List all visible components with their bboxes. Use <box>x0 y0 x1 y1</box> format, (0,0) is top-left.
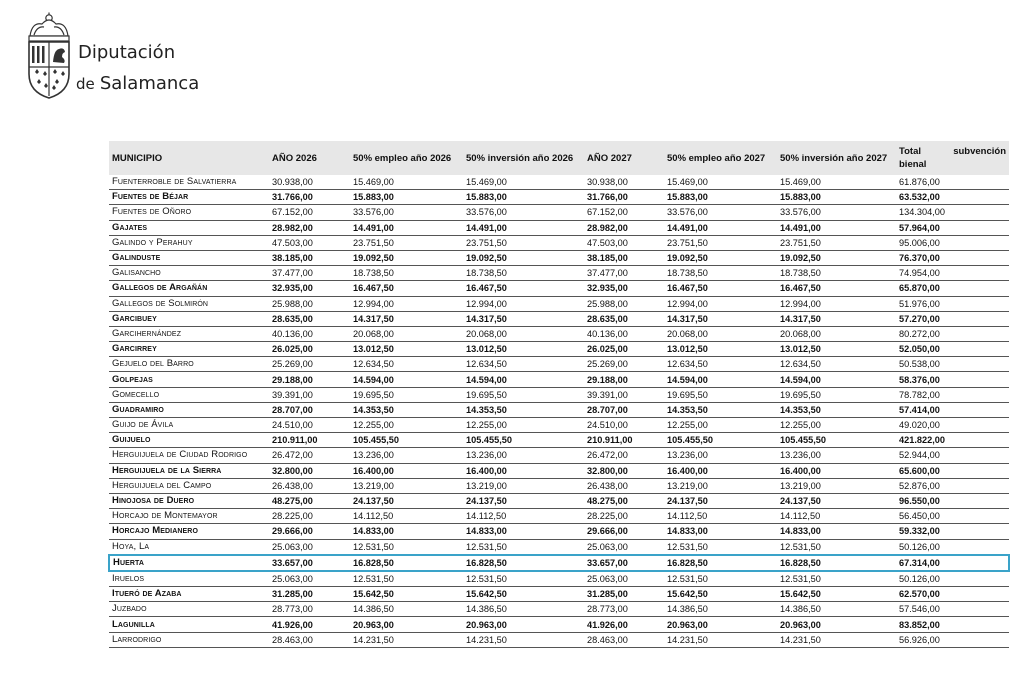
cell-ano-2027: 32.800,00 <box>584 463 664 478</box>
cell-ano-2027: 28.982,00 <box>584 220 664 235</box>
cell-empleo-2026: 19.695,50 <box>350 387 463 402</box>
cell-inversion-2027: 16.467,50 <box>777 281 896 296</box>
cell-ano-2026: 28.463,00 <box>269 632 350 647</box>
cell-inversion-2027: 16.828,50 <box>777 555 896 571</box>
cell-inversion-2027: 13.236,00 <box>777 448 896 463</box>
table-row[interactable] <box>109 571 1009 587</box>
cell-total: 57.964,00 <box>896 220 1009 235</box>
cell-ano-2027: 28.707,00 <box>584 402 664 417</box>
cell-total: 50.538,00 <box>896 357 1009 372</box>
cell-ano-2026: 210.911,00 <box>269 433 350 448</box>
cell-empleo-2027: 14.353,50 <box>664 402 777 417</box>
cell-empleo-2026: 16.400,00 <box>350 463 463 478</box>
cell-inversion-2026: 14.353,50 <box>463 402 584 417</box>
cell-inversion-2027: 23.751,50 <box>777 235 896 250</box>
cell-total: 52.050,00 <box>896 342 1009 357</box>
cell-ano-2026: 32.800,00 <box>269 463 350 478</box>
cell-empleo-2026: 24.137,50 <box>350 493 463 508</box>
cell-total: 67.314,00 <box>896 555 1009 571</box>
cell-empleo-2026: 20.963,00 <box>350 617 463 632</box>
cell-empleo-2027: 23.751,50 <box>664 235 777 250</box>
cell-empleo-2026: 16.467,50 <box>350 281 463 296</box>
table-row[interactable] <box>109 463 1009 478</box>
column-header-total: Total subvención bienal <box>896 141 1009 175</box>
table-row[interactable] <box>109 602 1009 617</box>
cell-municipio: Horcajo de Montemayor <box>109 509 269 524</box>
table-row[interactable] <box>109 296 1009 311</box>
cell-inversion-2027: 24.137,50 <box>777 493 896 508</box>
cell-municipio: Juzbado <box>109 602 269 617</box>
cell-empleo-2026: 12.531,50 <box>350 571 463 587</box>
cell-ano-2026: 24.510,00 <box>269 418 350 433</box>
cell-empleo-2026: 12.994,00 <box>350 296 463 311</box>
cell-inversion-2026: 13.012,50 <box>463 342 584 357</box>
cell-ano-2026: 25.269,00 <box>269 357 350 372</box>
cell-inversion-2026: 14.594,00 <box>463 372 584 387</box>
cell-inversion-2027: 33.576,00 <box>777 205 896 220</box>
cell-inversion-2026: 24.137,50 <box>463 493 584 508</box>
cell-total: 59.332,00 <box>896 524 1009 539</box>
cell-total: 61.876,00 <box>896 175 1009 190</box>
cell-municipio: Guijuelo <box>109 433 269 448</box>
cell-inversion-2027: 19.092,50 <box>777 250 896 265</box>
cell-ano-2027: 29.188,00 <box>584 372 664 387</box>
cell-empleo-2027: 12.531,50 <box>664 571 777 587</box>
cell-empleo-2027: 15.642,50 <box>664 587 777 602</box>
cell-ano-2026: 28.635,00 <box>269 311 350 326</box>
cell-empleo-2026: 23.751,50 <box>350 235 463 250</box>
cell-ano-2027: 41.926,00 <box>584 617 664 632</box>
cell-inversion-2027: 14.112,50 <box>777 509 896 524</box>
cell-inversion-2026: 15.469,00 <box>463 175 584 190</box>
cell-municipio: Larrodrigo <box>109 632 269 647</box>
cell-ano-2026: 33.657,00 <box>269 555 350 571</box>
cell-total: 58.376,00 <box>896 372 1009 387</box>
cell-empleo-2027: 24.137,50 <box>664 493 777 508</box>
cell-empleo-2026: 19.092,50 <box>350 250 463 265</box>
cell-empleo-2027: 15.883,00 <box>664 190 777 205</box>
cell-empleo-2026: 13.012,50 <box>350 342 463 357</box>
cell-ano-2026: 26.025,00 <box>269 342 350 357</box>
cell-empleo-2027: 16.467,50 <box>664 281 777 296</box>
cell-total: 56.450,00 <box>896 509 1009 524</box>
table-row[interactable] <box>109 326 1009 341</box>
table-row[interactable] <box>109 357 1009 372</box>
cell-ano-2026: 25.063,00 <box>269 571 350 587</box>
cell-ano-2027: 26.472,00 <box>584 448 664 463</box>
cell-inversion-2026: 14.386,50 <box>463 602 584 617</box>
cell-inversion-2026: 14.491,00 <box>463 220 584 235</box>
cell-empleo-2027: 20.963,00 <box>664 617 777 632</box>
org-name-line1: Diputación <box>78 42 176 63</box>
table-row[interactable] <box>109 342 1009 357</box>
cell-municipio: Herguijuela del Campo <box>109 478 269 493</box>
cell-municipio: Gejuelo del Barro <box>109 357 269 372</box>
cell-total: 78.782,00 <box>896 387 1009 402</box>
cell-municipio: Garcihernández <box>109 326 269 341</box>
cell-empleo-2027: 12.255,00 <box>664 418 777 433</box>
cell-ano-2026: 31.285,00 <box>269 587 350 602</box>
cell-empleo-2026: 12.634,50 <box>350 357 463 372</box>
cell-inversion-2026: 14.317,50 <box>463 311 584 326</box>
cell-inversion-2027: 12.994,00 <box>777 296 896 311</box>
cell-inversion-2027: 12.531,50 <box>777 571 896 587</box>
cell-empleo-2027: 18.738,50 <box>664 266 777 281</box>
cell-total: 96.550,00 <box>896 493 1009 508</box>
cell-total: 57.270,00 <box>896 311 1009 326</box>
cell-ano-2027: 26.025,00 <box>584 342 664 357</box>
cell-ano-2027: 28.635,00 <box>584 311 664 326</box>
cell-inversion-2026: 19.092,50 <box>463 250 584 265</box>
cell-total: 83.852,00 <box>896 617 1009 632</box>
cell-ano-2026: 39.391,00 <box>269 387 350 402</box>
cell-empleo-2027: 14.833,00 <box>664 524 777 539</box>
cell-empleo-2027: 12.531,50 <box>664 539 777 555</box>
cell-ano-2026: 28.982,00 <box>269 220 350 235</box>
cell-ano-2026: 41.926,00 <box>269 617 350 632</box>
cell-total: 65.600,00 <box>896 463 1009 478</box>
cell-ano-2027: 25.063,00 <box>584 539 664 555</box>
coat-of-arms-icon <box>24 12 74 102</box>
cell-inversion-2027: 12.634,50 <box>777 357 896 372</box>
cell-ano-2027: 25.063,00 <box>584 571 664 587</box>
cell-ano-2027: 25.988,00 <box>584 296 664 311</box>
cell-empleo-2026: 14.386,50 <box>350 602 463 617</box>
table-row[interactable] <box>109 448 1009 463</box>
cell-inversion-2026: 14.112,50 <box>463 509 584 524</box>
cell-empleo-2026: 15.883,00 <box>350 190 463 205</box>
column-header-empleo-2026: 50% empleo año 2026 <box>350 141 463 175</box>
cell-empleo-2027: 14.386,50 <box>664 602 777 617</box>
table-row[interactable] <box>109 235 1009 250</box>
cell-empleo-2026: 13.236,00 <box>350 448 463 463</box>
cell-inversion-2027: 15.883,00 <box>777 190 896 205</box>
cell-empleo-2027: 15.469,00 <box>664 175 777 190</box>
cell-inversion-2027: 14.833,00 <box>777 524 896 539</box>
cell-total: 57.546,00 <box>896 602 1009 617</box>
cell-empleo-2026: 105.455,50 <box>350 433 463 448</box>
cell-ano-2027: 28.773,00 <box>584 602 664 617</box>
cell-municipio: Iruelos <box>109 571 269 587</box>
column-header-inversion-2027: 50% inversión año 2027 <box>777 141 896 175</box>
cell-ano-2026: 25.063,00 <box>269 539 350 555</box>
cell-inversion-2026: 20.963,00 <box>463 617 584 632</box>
cell-municipio: Fuenterroble de Salvatierra <box>109 175 269 190</box>
cell-empleo-2027: 19.092,50 <box>664 250 777 265</box>
cell-empleo-2027: 12.634,50 <box>664 357 777 372</box>
cell-ano-2027: 38.185,00 <box>584 250 664 265</box>
cell-empleo-2027: 14.112,50 <box>664 509 777 524</box>
cell-empleo-2027: 14.594,00 <box>664 372 777 387</box>
cell-empleo-2026: 16.828,50 <box>350 555 463 571</box>
cell-empleo-2027: 13.012,50 <box>664 342 777 357</box>
cell-municipio: Gallegos de Solmirón <box>109 296 269 311</box>
cell-empleo-2026: 15.642,50 <box>350 587 463 602</box>
cell-inversion-2027: 18.738,50 <box>777 266 896 281</box>
cell-inversion-2026: 14.231,50 <box>463 632 584 647</box>
cell-total: 76.370,00 <box>896 250 1009 265</box>
cell-empleo-2026: 14.833,00 <box>350 524 463 539</box>
cell-ano-2026: 67.152,00 <box>269 205 350 220</box>
cell-total: 51.976,00 <box>896 296 1009 311</box>
cell-municipio: Galisancho <box>109 266 269 281</box>
cell-ano-2026: 37.477,00 <box>269 266 350 281</box>
cell-inversion-2026: 19.695,50 <box>463 387 584 402</box>
cell-total: 63.532,00 <box>896 190 1009 205</box>
cell-ano-2026: 47.503,00 <box>269 235 350 250</box>
cell-empleo-2026: 20.068,00 <box>350 326 463 341</box>
cell-empleo-2026: 14.112,50 <box>350 509 463 524</box>
cell-inversion-2027: 13.219,00 <box>777 478 896 493</box>
cell-ano-2026: 40.136,00 <box>269 326 350 341</box>
cell-ano-2026: 29.188,00 <box>269 372 350 387</box>
cell-ano-2027: 40.136,00 <box>584 326 664 341</box>
cell-municipio: Guijo de Ávila <box>109 418 269 433</box>
cell-total: 80.272,00 <box>896 326 1009 341</box>
cell-empleo-2027: 14.231,50 <box>664 632 777 647</box>
cell-inversion-2027: 12.531,50 <box>777 539 896 555</box>
cell-inversion-2026: 105.455,50 <box>463 433 584 448</box>
table-header-row <box>109 141 1009 175</box>
cell-ano-2027: 210.911,00 <box>584 433 664 448</box>
cell-inversion-2026: 20.068,00 <box>463 326 584 341</box>
cell-ano-2026: 30.938,00 <box>269 175 350 190</box>
table-row[interactable] <box>109 372 1009 387</box>
cell-empleo-2026: 14.231,50 <box>350 632 463 647</box>
cell-empleo-2026: 18.738,50 <box>350 266 463 281</box>
cell-ano-2027: 24.510,00 <box>584 418 664 433</box>
cell-total: 52.876,00 <box>896 478 1009 493</box>
cell-ano-2026: 26.438,00 <box>269 478 350 493</box>
cell-ano-2026: 38.185,00 <box>269 250 350 265</box>
cell-inversion-2027: 15.642,50 <box>777 587 896 602</box>
cell-empleo-2027: 33.576,00 <box>664 205 777 220</box>
cell-inversion-2027: 16.400,00 <box>777 463 896 478</box>
table-row[interactable] <box>109 617 1009 632</box>
cell-municipio: Herguijuela de Ciudad Rodrigo <box>109 448 269 463</box>
cell-empleo-2027: 13.219,00 <box>664 478 777 493</box>
cell-municipio: Itueró de Azaba <box>109 587 269 602</box>
cell-total: 49.020,00 <box>896 418 1009 433</box>
org-name-de: de <box>76 75 95 93</box>
cell-municipio: Gallegos de Argañán <box>109 281 269 296</box>
cell-total: 95.006,00 <box>896 235 1009 250</box>
cell-inversion-2027: 14.491,00 <box>777 220 896 235</box>
cell-inversion-2027: 14.594,00 <box>777 372 896 387</box>
table-row-selected[interactable] <box>109 555 1009 571</box>
cell-empleo-2026: 15.469,00 <box>350 175 463 190</box>
cell-empleo-2027: 12.994,00 <box>664 296 777 311</box>
cell-inversion-2027: 14.386,50 <box>777 602 896 617</box>
cell-municipio: Hoya, La <box>109 539 269 555</box>
table-row[interactable] <box>109 524 1009 539</box>
table-row[interactable] <box>109 387 1009 402</box>
cell-empleo-2027: 16.400,00 <box>664 463 777 478</box>
cell-inversion-2027: 14.317,50 <box>777 311 896 326</box>
cell-inversion-2027: 19.695,50 <box>777 387 896 402</box>
cell-empleo-2026: 14.594,00 <box>350 372 463 387</box>
cell-inversion-2026: 12.634,50 <box>463 357 584 372</box>
cell-inversion-2026: 12.255,00 <box>463 418 584 433</box>
cell-ano-2027: 33.657,00 <box>584 555 664 571</box>
cell-ano-2027: 28.463,00 <box>584 632 664 647</box>
cell-municipio: Huerta <box>109 555 269 571</box>
column-header-municipio: MUNICIPIO <box>109 141 269 175</box>
cell-total: 56.926,00 <box>896 632 1009 647</box>
cell-ano-2027: 32.935,00 <box>584 281 664 296</box>
table-row[interactable] <box>109 587 1009 602</box>
cell-inversion-2026: 12.531,50 <box>463 571 584 587</box>
cell-empleo-2026: 12.255,00 <box>350 418 463 433</box>
cell-ano-2027: 31.285,00 <box>584 587 664 602</box>
org-name <box>76 37 199 100</box>
cell-inversion-2026: 18.738,50 <box>463 266 584 281</box>
cell-inversion-2026: 33.576,00 <box>463 205 584 220</box>
cell-inversion-2027: 105.455,50 <box>777 433 896 448</box>
cell-ano-2026: 48.275,00 <box>269 493 350 508</box>
table-row[interactable] <box>109 281 1009 296</box>
table-row[interactable] <box>109 311 1009 326</box>
cell-ano-2027: 39.391,00 <box>584 387 664 402</box>
table-row[interactable] <box>109 539 1009 555</box>
cell-inversion-2027: 20.963,00 <box>777 617 896 632</box>
cell-ano-2026: 31.766,00 <box>269 190 350 205</box>
cell-ano-2027: 37.477,00 <box>584 266 664 281</box>
cell-ano-2027: 48.275,00 <box>584 493 664 508</box>
table-body <box>109 175 1009 647</box>
cell-inversion-2027: 13.012,50 <box>777 342 896 357</box>
table-row[interactable] <box>109 509 1009 524</box>
cell-ano-2027: 25.269,00 <box>584 357 664 372</box>
cell-municipio: Galindo y Perahuy <box>109 235 269 250</box>
cell-inversion-2026: 13.236,00 <box>463 448 584 463</box>
cell-inversion-2027: 15.469,00 <box>777 175 896 190</box>
cell-total: 134.304,00 <box>896 205 1009 220</box>
cell-municipio: Lagunilla <box>109 617 269 632</box>
cell-empleo-2027: 14.317,50 <box>664 311 777 326</box>
cell-municipio: Garcirrey <box>109 342 269 357</box>
cell-inversion-2026: 16.400,00 <box>463 463 584 478</box>
cell-ano-2027: 67.152,00 <box>584 205 664 220</box>
cell-inversion-2026: 16.467,50 <box>463 281 584 296</box>
table-row[interactable] <box>109 433 1009 448</box>
cell-ano-2027: 26.438,00 <box>584 478 664 493</box>
cell-municipio: Golpejas <box>109 372 269 387</box>
table-row[interactable] <box>109 266 1009 281</box>
cell-ano-2027: 47.503,00 <box>584 235 664 250</box>
cell-total: 421.822,00 <box>896 433 1009 448</box>
header <box>24 12 199 102</box>
table-row[interactable] <box>109 402 1009 417</box>
table-row[interactable] <box>109 205 1009 220</box>
cell-municipio: Garcibuey <box>109 311 269 326</box>
cell-empleo-2026: 33.576,00 <box>350 205 463 220</box>
column-header-empleo-2027: 50% empleo año 2027 <box>664 141 777 175</box>
cell-ano-2026: 25.988,00 <box>269 296 350 311</box>
cell-ano-2027: 29.666,00 <box>584 524 664 539</box>
cell-total: 57.414,00 <box>896 402 1009 417</box>
cell-inversion-2026: 14.833,00 <box>463 524 584 539</box>
cell-empleo-2026: 14.317,50 <box>350 311 463 326</box>
table-row[interactable] <box>109 493 1009 508</box>
cell-inversion-2026: 15.642,50 <box>463 587 584 602</box>
cell-ano-2026: 32.935,00 <box>269 281 350 296</box>
cell-total: 50.126,00 <box>896 571 1009 587</box>
cell-municipio: Gajates <box>109 220 269 235</box>
cell-ano-2027: 30.938,00 <box>584 175 664 190</box>
cell-total: 65.870,00 <box>896 281 1009 296</box>
table-row[interactable] <box>109 175 1009 190</box>
cell-empleo-2027: 20.068,00 <box>664 326 777 341</box>
cell-ano-2027: 28.225,00 <box>584 509 664 524</box>
cell-empleo-2026: 14.353,50 <box>350 402 463 417</box>
cell-inversion-2026: 23.751,50 <box>463 235 584 250</box>
cell-empleo-2026: 13.219,00 <box>350 478 463 493</box>
cell-ano-2027: 31.766,00 <box>584 190 664 205</box>
table-row[interactable] <box>109 418 1009 433</box>
cell-ano-2026: 29.666,00 <box>269 524 350 539</box>
cell-inversion-2027: 12.255,00 <box>777 418 896 433</box>
cell-ano-2026: 28.225,00 <box>269 509 350 524</box>
cell-inversion-2026: 15.883,00 <box>463 190 584 205</box>
cell-total: 50.126,00 <box>896 539 1009 555</box>
table-row[interactable] <box>109 250 1009 265</box>
table-row[interactable] <box>109 478 1009 493</box>
org-name-line2: Salamanca <box>99 73 200 94</box>
cell-total: 74.954,00 <box>896 266 1009 281</box>
cell-inversion-2027: 14.231,50 <box>777 632 896 647</box>
table-row[interactable] <box>109 632 1009 647</box>
cell-ano-2026: 28.773,00 <box>269 602 350 617</box>
cell-empleo-2026: 12.531,50 <box>350 539 463 555</box>
cell-municipio: Herguijuela de la Sierra <box>109 463 269 478</box>
cell-inversion-2026: 16.828,50 <box>463 555 584 571</box>
column-header-inversion-2026: 50% inversión año 2026 <box>463 141 584 175</box>
cell-municipio: Horcajo Medianero <box>109 524 269 539</box>
cell-inversion-2026: 12.994,00 <box>463 296 584 311</box>
cell-municipio: Fuentes de Oñoro <box>109 205 269 220</box>
cell-empleo-2026: 14.491,00 <box>350 220 463 235</box>
subsidy-table <box>108 141 1010 648</box>
cell-municipio: Hinojosa de Duero <box>109 493 269 508</box>
cell-empleo-2027: 14.491,00 <box>664 220 777 235</box>
cell-ano-2026: 26.472,00 <box>269 448 350 463</box>
column-header-ano-2026: AÑO 2026 <box>269 141 350 175</box>
table-row[interactable] <box>109 220 1009 235</box>
cell-municipio: Galinduste <box>109 250 269 265</box>
cell-municipio: Fuentes de Béjar <box>109 190 269 205</box>
cell-municipio: Gomecello <box>109 387 269 402</box>
cell-inversion-2027: 20.068,00 <box>777 326 896 341</box>
cell-empleo-2027: 16.828,50 <box>664 555 777 571</box>
cell-empleo-2027: 105.455,50 <box>664 433 777 448</box>
cell-total: 52.944,00 <box>896 448 1009 463</box>
cell-inversion-2026: 12.531,50 <box>463 539 584 555</box>
cell-empleo-2027: 13.236,00 <box>664 448 777 463</box>
column-header-ano-2027: AÑO 2027 <box>584 141 664 175</box>
cell-municipio: Guadramiro <box>109 402 269 417</box>
cell-inversion-2026: 13.219,00 <box>463 478 584 493</box>
cell-total: 62.570,00 <box>896 587 1009 602</box>
cell-empleo-2027: 19.695,50 <box>664 387 777 402</box>
table-row[interactable] <box>109 190 1009 205</box>
cell-inversion-2027: 14.353,50 <box>777 402 896 417</box>
cell-ano-2026: 28.707,00 <box>269 402 350 417</box>
